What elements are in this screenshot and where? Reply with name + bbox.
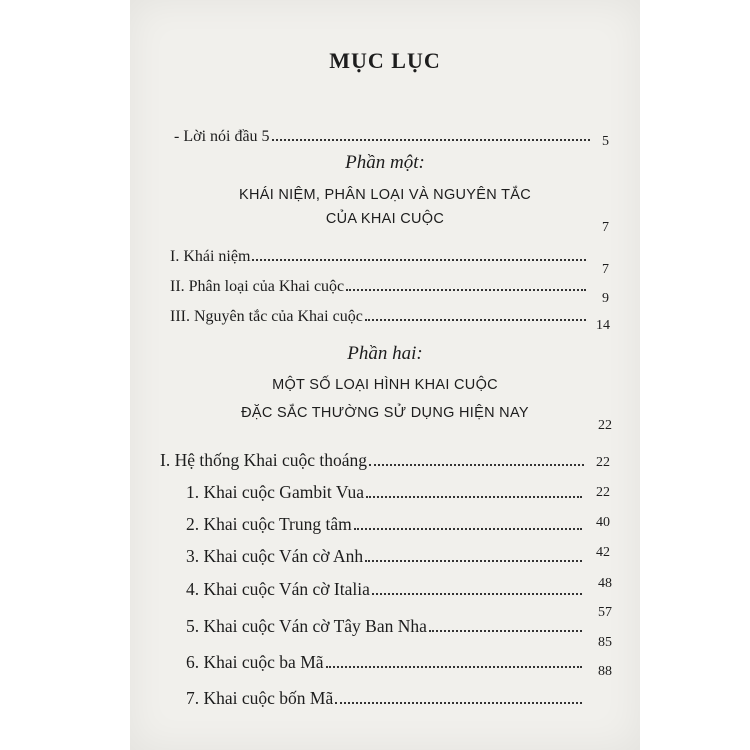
book-page: [130, 0, 640, 750]
part-one-heading: Phần một:: [345, 152, 425, 173]
toc-page-number: 5: [602, 134, 609, 149]
toc-entry: [186, 577, 586, 601]
part-one-subtitle-2: CỦA KHAI CUỘC: [325, 211, 445, 227]
toc-entry: [186, 614, 586, 638]
toc-label: I. Hệ thống Khai cuộc thoáng: [160, 450, 368, 470]
page-title: MỤC LỤC: [329, 48, 441, 73]
toc-label: 2. Khai cuộc Trung tâm: [186, 514, 352, 534]
toc-label: I. Khái niệm: [170, 248, 251, 265]
leader-dots: [365, 319, 586, 321]
toc-page-number: 22: [596, 485, 610, 500]
toc-page-number: 22: [596, 455, 610, 470]
leader-dots: [326, 666, 582, 668]
leader-dots: [346, 289, 586, 291]
part-one-page: 7: [602, 220, 609, 235]
toc-entry: [170, 245, 590, 269]
leader-dots: [366, 496, 582, 498]
toc-label: - Lời nói đầu 5: [174, 128, 270, 145]
toc-label: 6. Khai cuộc ba Mã: [186, 652, 324, 672]
toc-page-number: 42: [596, 545, 610, 560]
part-two-heading: Phần hai:: [347, 343, 423, 364]
toc-entry: [186, 650, 586, 674]
toc-label: III. Nguyên tắc của Khai cuộc: [170, 308, 363, 325]
toc-page-number: 7: [602, 262, 609, 277]
toc-label: 3. Khai cuộc Ván cờ Anh: [186, 546, 364, 566]
toc-page-number: 85: [598, 635, 612, 650]
toc-label: 5. Khai cuộc Ván cờ Tây Ban Nha: [186, 616, 427, 636]
toc-page-number: 88: [598, 664, 612, 679]
toc-label: 7. Khai cuộc bốn Mã: [186, 688, 334, 708]
toc-entry: [186, 512, 586, 536]
leader-dots: [429, 630, 582, 632]
toc-entry: [170, 305, 590, 329]
toc-entry: [186, 686, 586, 710]
toc-entry: [186, 480, 586, 504]
toc-entry-preface: [174, 125, 594, 149]
toc-page-number: 9: [602, 291, 609, 306]
toc-section: [160, 448, 588, 472]
toc-label: 4. Khai cuộc Ván cờ Italia: [186, 579, 370, 599]
part-two-subtitle-1: MỘT SỐ LOẠI HÌNH KHAI CUỘC: [272, 377, 498, 393]
toc-entry: [170, 275, 590, 299]
toc-label: II. Phân loại của Khai cuộc: [170, 278, 345, 295]
toc-page-number: 57: [598, 605, 612, 620]
part-one-subtitle-1: KHÁI NIỆM, PHÂN LOẠI VÀ NGUYÊN TẮC: [239, 187, 531, 203]
leader-dots: [272, 139, 590, 141]
leader-dots: [372, 593, 582, 595]
leader-dots: [369, 464, 584, 466]
toc-page-number: 48: [598, 576, 612, 591]
toc-page-number: 40: [596, 515, 610, 530]
toc-label: 1. Khai cuộc Gambit Vua: [186, 482, 364, 502]
leader-dots: [354, 528, 582, 530]
toc-page-number: 14: [596, 318, 610, 333]
leader-dots: [335, 702, 582, 704]
leader-dots: [252, 259, 586, 261]
part-two-page: 22: [598, 418, 612, 433]
part-two-subtitle-2: ĐẶC SẮC THƯỜNG SỬ DỤNG HIỆN NAY: [241, 405, 529, 421]
toc-entry: [186, 544, 586, 568]
leader-dots: [365, 560, 582, 562]
